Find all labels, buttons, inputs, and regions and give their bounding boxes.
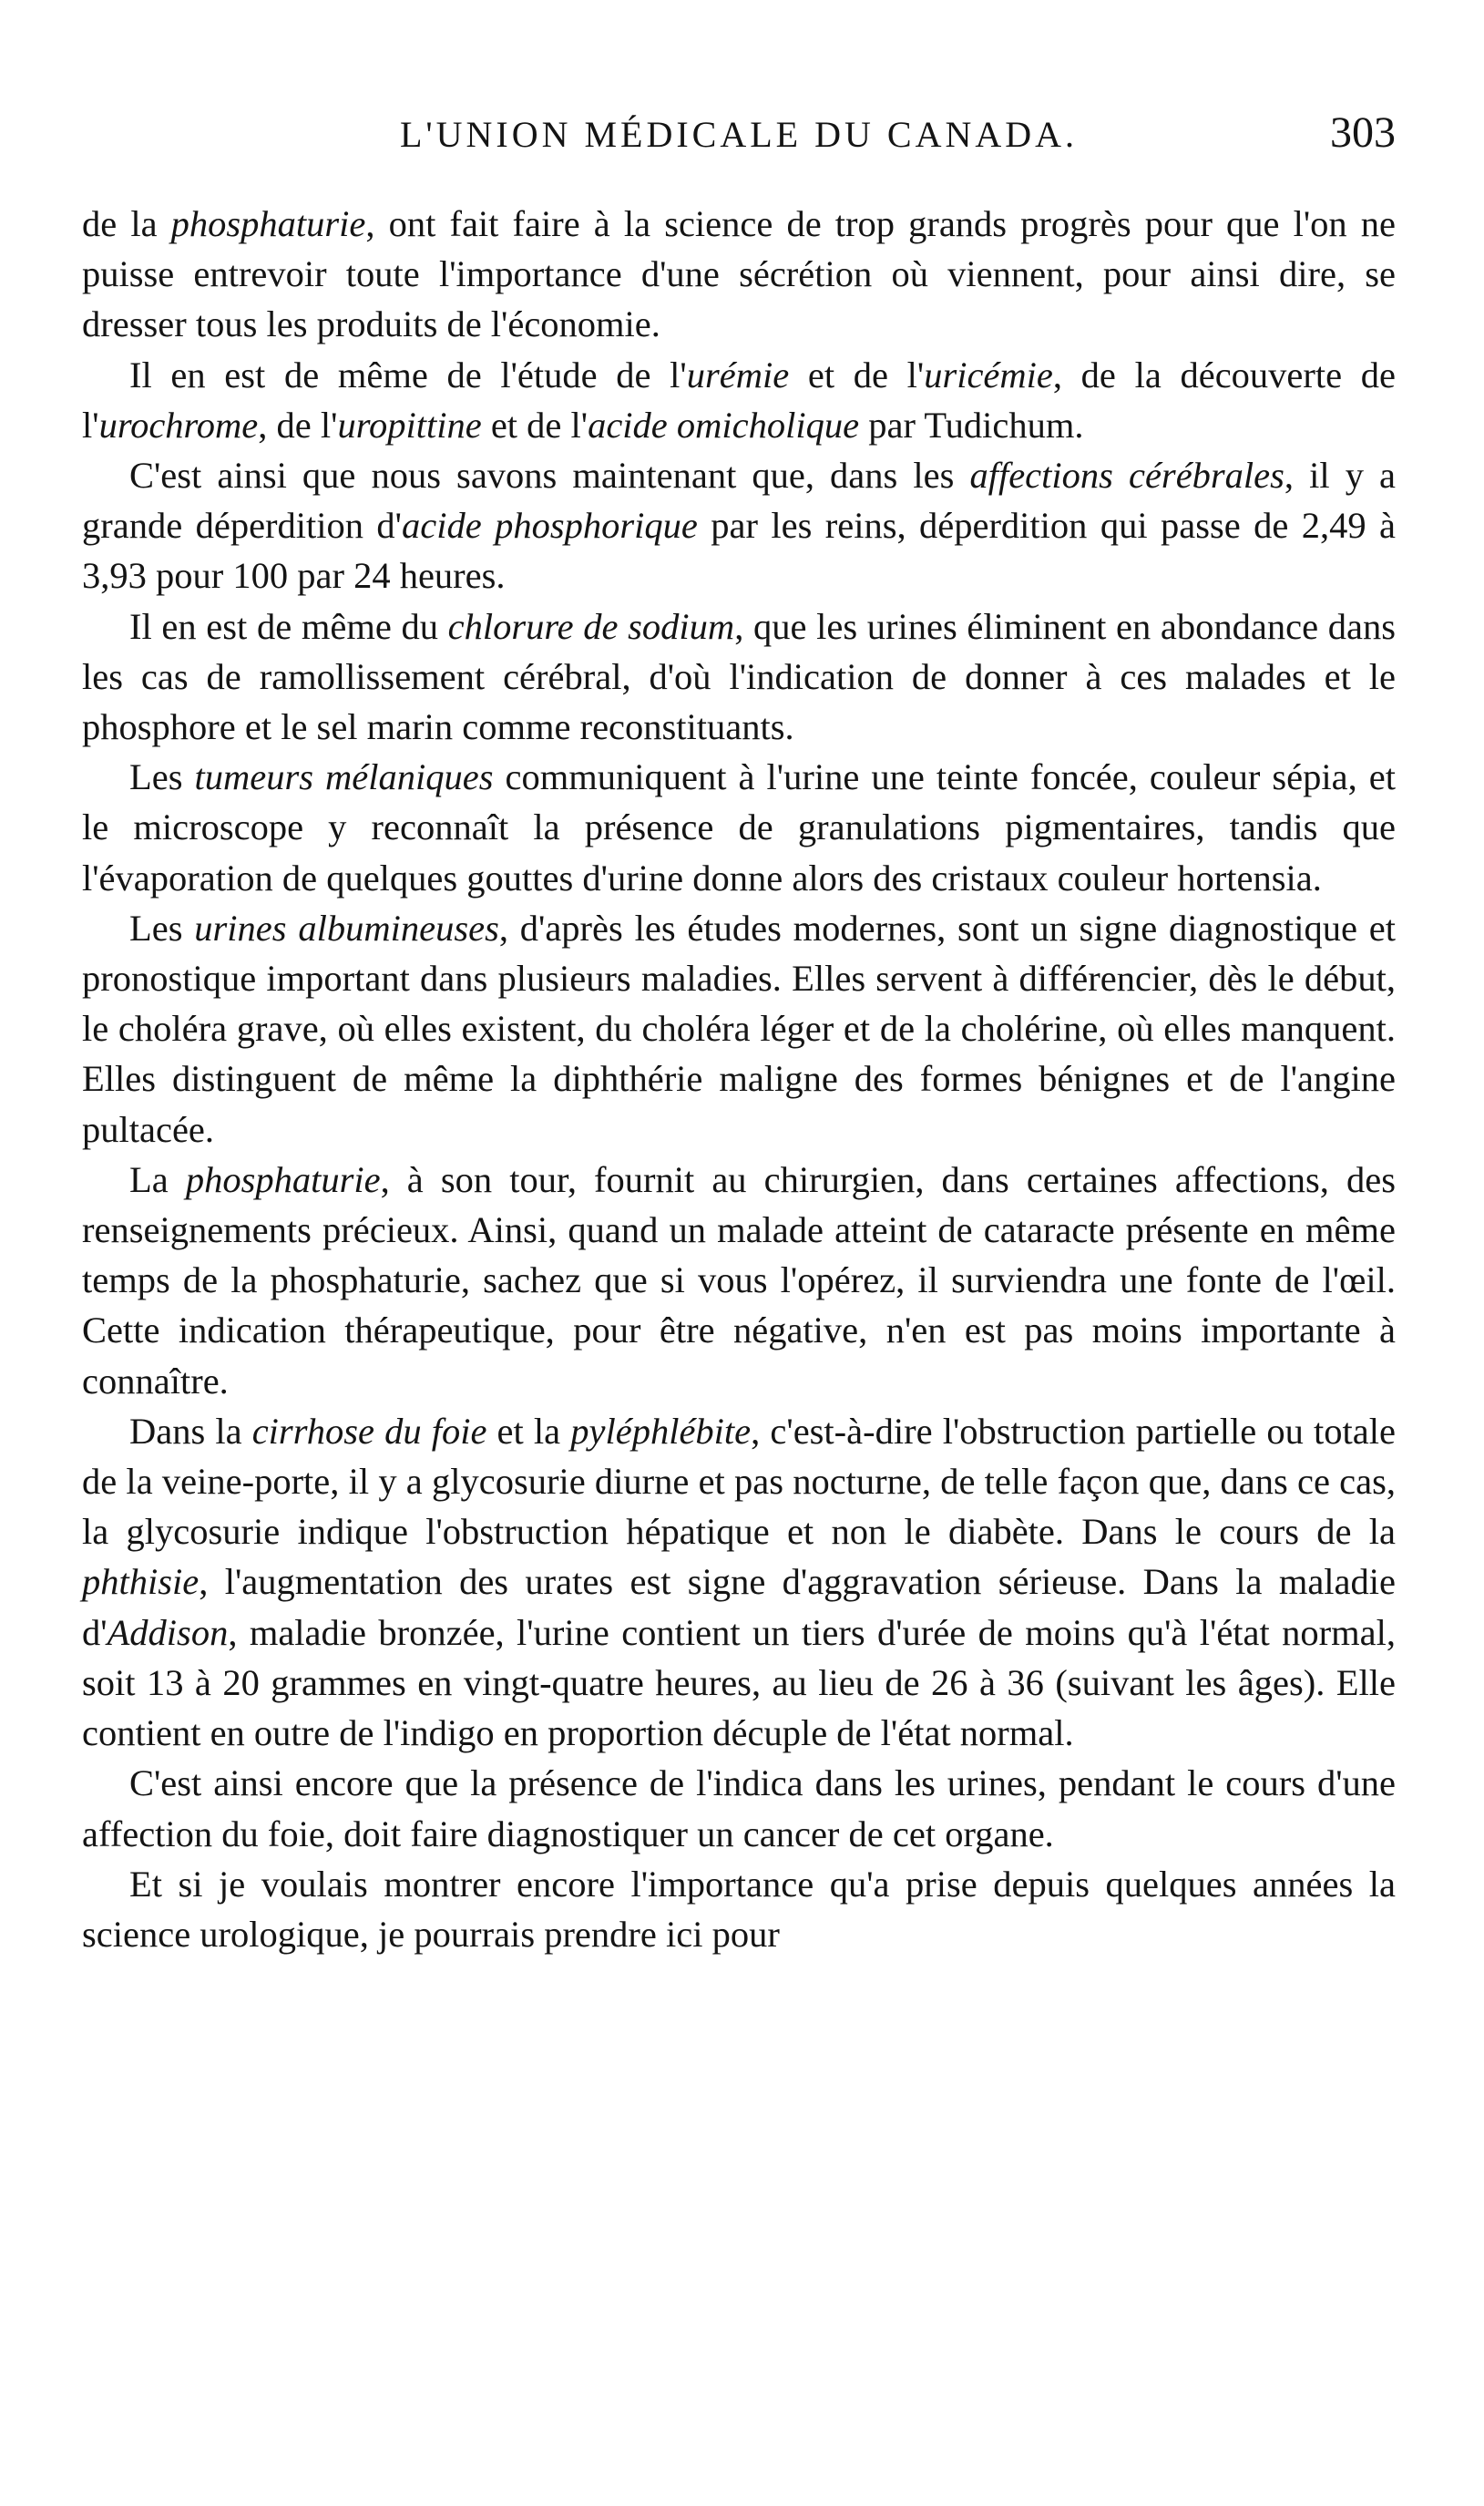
text-run: , il y a grande déperdition d' bbox=[82, 455, 1396, 547]
text-run: et de l' bbox=[481, 404, 588, 446]
page-header bbox=[82, 108, 1396, 162]
paragraph bbox=[82, 350, 1396, 450]
italic-term: acide omicholique bbox=[588, 404, 860, 446]
text-run: C'est ainsi encore que la présence de l'indica dans les urines, pendant le cours d'une affection du foie, doit faire diagnostiquer un cancer de cet organe. bbox=[82, 1762, 1396, 1854]
italic-term: urémie bbox=[686, 354, 790, 395]
page-number: 303 bbox=[1330, 108, 1396, 157]
italic-term: tumeurs mélaniques bbox=[194, 756, 494, 798]
text-run: , d'après les études modernes, sont un signe diagnostique et pronostique important dans plusieurs maladies. Elles servent à différencier, dès le début, le choléra grave, où elles existent, du choléra léger et de la cholérine, où elles manquent. Elles distinguent de même la diphthérie maligne des formes bénignes et de l'angine pultacée. bbox=[82, 907, 1396, 1150]
italic-term: cirrhose du foie bbox=[251, 1410, 487, 1452]
text-run: , de la découverte de l' bbox=[82, 354, 1396, 446]
text-run: et de l' bbox=[789, 354, 925, 395]
paragraph bbox=[82, 752, 1396, 903]
text-run: , maladie bronzée, l'urine contient un tiers d'urée de moins qu'à l'état normal, soit 13 à 20 grammes en vingt-quatre heures, au lieu de 26 à 36 (suivant les âges). Elle contient en outre de l'indigo en proportion décuple de l'état normal. bbox=[82, 1611, 1396, 1754]
italic-term: urines albumineuses bbox=[194, 907, 499, 949]
text-run: Les bbox=[129, 907, 195, 949]
text-run: La bbox=[129, 1158, 186, 1200]
italic-term: affections cérébrales bbox=[969, 455, 1284, 497]
italic-term: phosphaturie bbox=[170, 203, 366, 244]
text-run: Il en est de même de l'étude de l' bbox=[129, 354, 687, 395]
paragraph bbox=[82, 1155, 1396, 1406]
italic-term: chlorure de sodium bbox=[447, 605, 735, 647]
text-run: communiquent à l'urine une teinte foncée, couleur sépia, et le microscope y reconnaît la présence de granulations pigmentaires, tandis que l'évaporation de quelques gouttes d'urine donne alors des cristaux couleur hortensia. bbox=[82, 756, 1396, 899]
paragraph bbox=[82, 199, 1396, 350]
text-run: Les bbox=[129, 756, 195, 798]
text-run: , à son tour, fournit au chirurgien, dans certaines affections, des renseignements précieux. Ainsi, quand un malade atteint de cataracte présente en même temps de la phosphaturie, sachez que si vous l'opérez, il surviendra une fonte de l'œil. Cette indication thérapeutique, pour être négative, n'en est pas moins importante à connaître. bbox=[82, 1158, 1397, 1402]
text-run: , ont fait faire à la science de trop grands progrès pour que l'on ne puisse entrevoir toute l'importance d'une sécrétion où viennent, pour ainsi dire, se dresser tous les produits de l'économie. bbox=[82, 203, 1396, 345]
paragraph bbox=[82, 903, 1396, 1155]
text-run: Il en est de même du bbox=[129, 605, 448, 647]
text-run: par Tudichum. bbox=[859, 404, 1084, 446]
body-text bbox=[82, 199, 1396, 1959]
paragraph bbox=[82, 601, 1396, 753]
text-run: , que les urines éliminent en abondance dans les cas de ramollissement cérébral, d'où l'indication de donner à ces malades et le phosphore et le sel marin comme reconstituants. bbox=[82, 605, 1396, 748]
italic-term: pyléphlébite bbox=[570, 1410, 752, 1452]
italic-term: phthisie bbox=[82, 1561, 200, 1603]
text-run: C'est ainsi que nous savons maintenant que, dans les bbox=[129, 455, 970, 497]
italic-term: uropittine bbox=[337, 404, 482, 446]
paragraph bbox=[82, 1859, 1396, 1959]
text-run: par les reins, déperdition qui passe de 2,49 à 3,93 pour 100 par 24 heures. bbox=[82, 505, 1396, 597]
italic-term: acide phosphorique bbox=[401, 505, 698, 547]
text-run: Dans la bbox=[129, 1410, 252, 1452]
text-run: et la bbox=[486, 1410, 571, 1452]
italic-term: phosphaturie bbox=[185, 1158, 381, 1200]
text-run: de la bbox=[82, 203, 171, 244]
text-run: , de l' bbox=[258, 404, 338, 446]
italic-term: Addison bbox=[107, 1611, 229, 1653]
italic-term: uricémie bbox=[924, 354, 1053, 395]
running-title: L'UNION MÉDICALE DU CANADA. bbox=[399, 114, 1079, 155]
paragraph bbox=[82, 1406, 1396, 1758]
text-run: , l'augmentation des urates est signe d'aggravation sérieuse. Dans la maladie d' bbox=[82, 1561, 1396, 1653]
paragraph bbox=[82, 450, 1396, 601]
italic-term: urochrome bbox=[98, 404, 259, 446]
text-run: Et si je voulais montrer encore l'importance qu'a prise depuis quelques années la science urologique, je pourrais prendre ici pour bbox=[82, 1863, 1396, 1955]
paragraph bbox=[82, 1758, 1396, 1858]
text-run: , c'est-à-dire l'obstruction partielle ou totale de la veine-porte, il y a glycosurie diurne et pas nocturne, de telle façon que, dans ce cas, la glycosurie indique l'obstruction hépatique et non le diabète. Dans le cours de la bbox=[82, 1410, 1396, 1553]
